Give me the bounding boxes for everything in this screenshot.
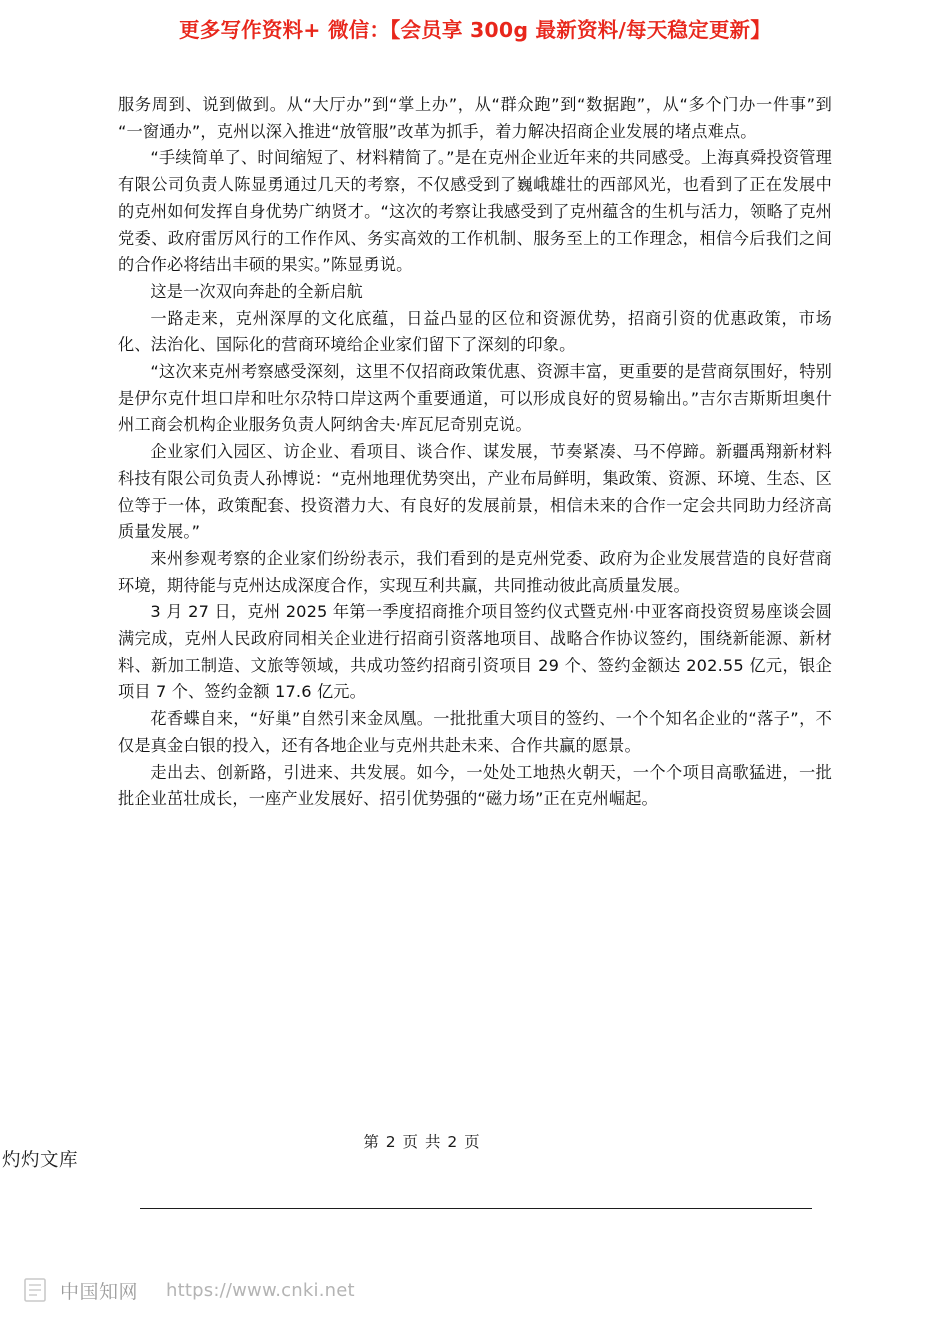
paragraph: “这次来克州考察感受深刻，这里不仅招商政策优惠、资源丰富，更重要的是营商氛围好，特别是伊尔克什坦口岸和吐尔尕特口岸这两个重要通道，可以形成良好的贸易输出。”吉尔吉斯斯坦奥什州工商会机构企业服务负责人阿纳舍夫·库瓦尼奇别克说。 bbox=[118, 362, 832, 435]
paragraph: “手续简单了、时间缩短了、材料精简了。”是在克州企业近年来的共同感受。上海真舜投资管理有限公司负责人陈显勇通过几天的考察，不仅感受到了巍峨雄壮的西部风光，也看到了正在发展中的克州如何发挥自身优势广纳贤才。“这次的考察让我感受到了克州蕴含的生机与活力，领略了克州党委、政府雷厉风行的工作作风、务实高效的工作机制、服务至上的工作理念，相信今后我们之间的合作必将结出丰硕的果实。”陈显勇说。 bbox=[118, 148, 832, 275]
paragraph: 花香蝶自来，“好巢”自然引来金凤凰。一批批重大项目的签约、一个个知名企业的“落子”，不仅是真金白银的投入，还有各地企业与克州共赴未来、合作共赢的愿景。 bbox=[118, 709, 832, 755]
cnki-name: 中国知网 bbox=[60, 1280, 139, 1303]
cnki-logo-icon bbox=[20, 1275, 50, 1305]
page-number-text: 第 2 页 共 2 页 bbox=[363, 1133, 481, 1151]
paragraph: 走出去、创新路，引进来、共发展。如今，一处处工地热火朝天，一个个项目高歌猛进，一批批企业茁壮成长，一座产业发展好、招引优势强的“磁力场”正在克州崛起。 bbox=[118, 762, 832, 809]
cnki-url: https://www.cnki.net bbox=[166, 1279, 355, 1301]
paragraph: 服务周到、说到做到。从“大厅办”到“掌上办”，从“群众跑”到“数据跑”，从“多个门办一件事”到“一窗通办”，克州以深入推进“放管服”改革为抓手，着力解决招商企业发展的堵点难点。 bbox=[118, 95, 832, 141]
paragraph: 一路走来，克州深厚的文化底蕴，日益凸显的区位和资源优势，招商引资的优惠政策，市场化、法治化、国际化的营商环境给企业家们留下了深刻的印象。 bbox=[118, 308, 832, 355]
footer-divider bbox=[140, 1208, 812, 1209]
paragraph: 来州参观考察的企业家们纷纷表示，我们看到的是克州党委、政府为企业发展营造的良好营商环境，期待能与克州达成深度合作，实现互利共赢，共同推动彼此高质量发展。 bbox=[118, 548, 832, 595]
paragraph: 3 月 27 日，克州 2025 年第一季度招商推介项目签约仪式暨克州·中亚客商投资贸易座谈会圆满完成，克州人民政府同相关企业进行招商引资落地项目、战略合作协议签约，围绕新能源、新材料、新加工制造、文旅等领域，共成功签约招商引资项目 29 个、签约金额达 202.55 亿元，银企项目 7 个、签约金额 17.6 亿元。 bbox=[118, 602, 832, 702]
paragraph: 这是一次双向奔赴的全新启航 bbox=[150, 281, 363, 301]
page-number bbox=[0, 1130, 950, 1152]
document-body bbox=[118, 92, 832, 813]
cnki-footer bbox=[20, 1275, 355, 1305]
paragraph: 企业家们入园区、访企业、看项目、谈合作、谋发展，节奏紧凑、马不停蹄。新疆禹翔新材料科技有限公司负责人孙博说：“克州地理优势突出，产业布局鲜明，集政策、资源、环境、生态、区位等于一体，政策配套、投资潜力大、有良好的发展前景，相信未来的合作一定会共同助力经济高质量发展。” bbox=[118, 442, 832, 542]
promo-banner bbox=[0, 13, 950, 43]
promo-banner-text: 更多写作资料+ 微信：【会员享 300g 最新资料/每天稳定更新】 bbox=[179, 18, 771, 42]
library-watermark: 灼灼文库 bbox=[2, 1150, 79, 1171]
